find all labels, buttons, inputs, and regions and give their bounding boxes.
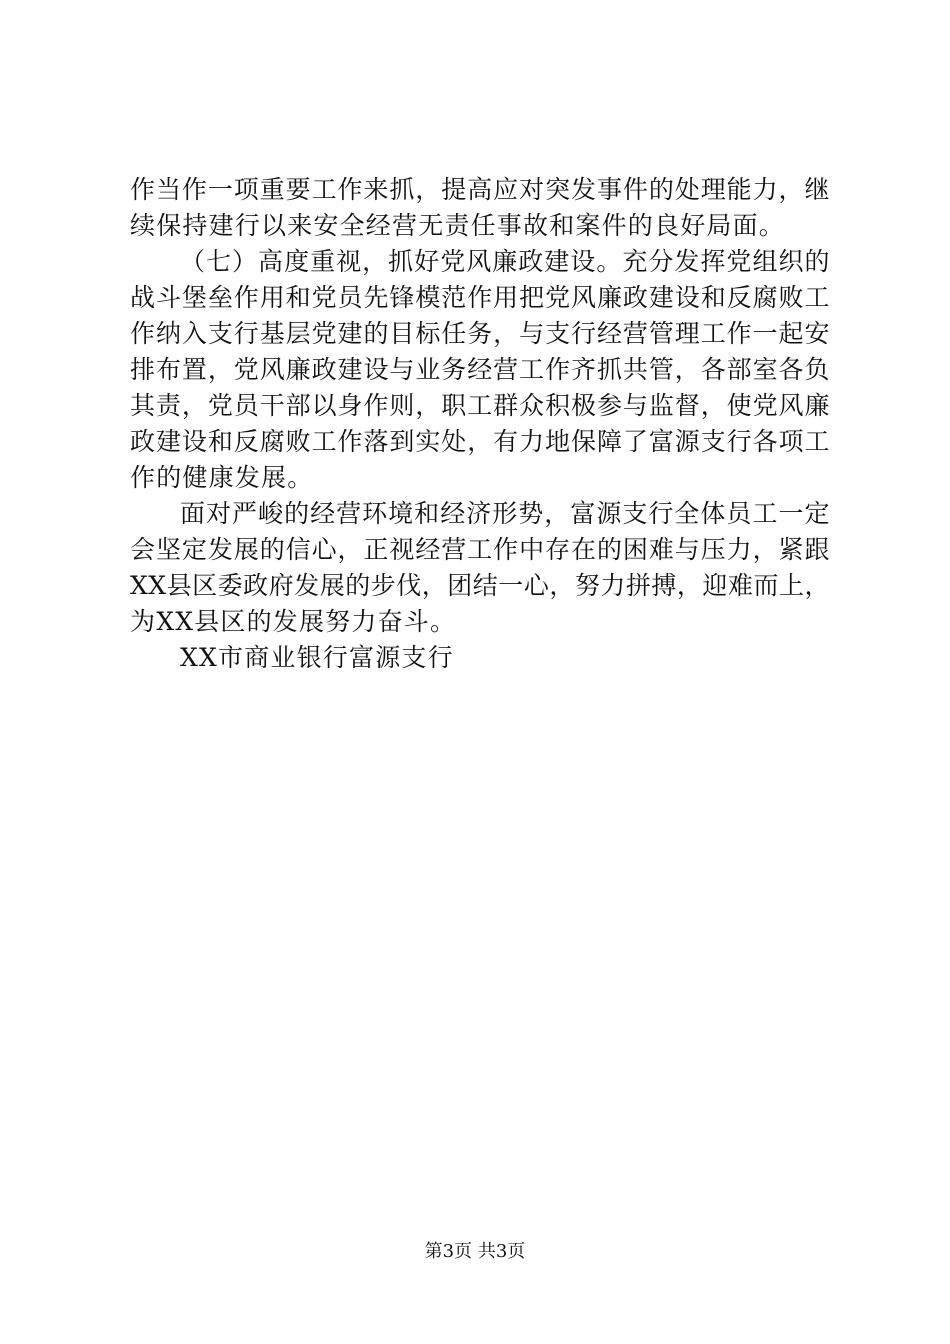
text-line: 排布置，党风廉政建设与业务经营工作齐抓共管，各部室各负 [130,355,830,384]
text-line: 作当作一项重要工作来抓，提高应对突发事件的处理能力，继 [130,175,830,204]
text-line: 战斗堡垒作用和党员先锋模范作用把党风廉政建设和反腐败工 [130,283,830,312]
text-line: 其责，党员干部以身作则，职工群众积极参与监督，使党风廉 [130,391,830,420]
text-line: 作纳入支行基层党建的目标任务，与支行经营管理工作一起安 [130,319,830,348]
text-line: 作的健康发展。 [130,463,314,492]
text-line: 为XX县区的发展努力奋斗。 [130,607,457,636]
signature-line: XX市商业银行富源支行 [180,643,454,672]
text-line: 政建设和反腐败工作落到实处，有力地保障了富源支行各项工 [130,427,830,456]
paragraph-start-line: 面对严峻的经营环境和经济形势，富源支行全体员工一定 [180,499,830,528]
text-line: 续保持建行以来安全经营无责任事故和案件的良好局面。 [130,211,786,240]
section-heading-line: （七）高度重视，抓好党风廉政建设。充分发挥党组织的 [180,247,830,276]
text-line: XX县区委政府发展的步伐，团结一心，努力拼搏，迎难而上， [130,571,830,600]
text-line: 会坚定发展的信心，正视经营工作中存在的困难与压力，紧跟 [130,535,830,564]
page-footer: 第3页 共3页 [424,1241,526,1262]
